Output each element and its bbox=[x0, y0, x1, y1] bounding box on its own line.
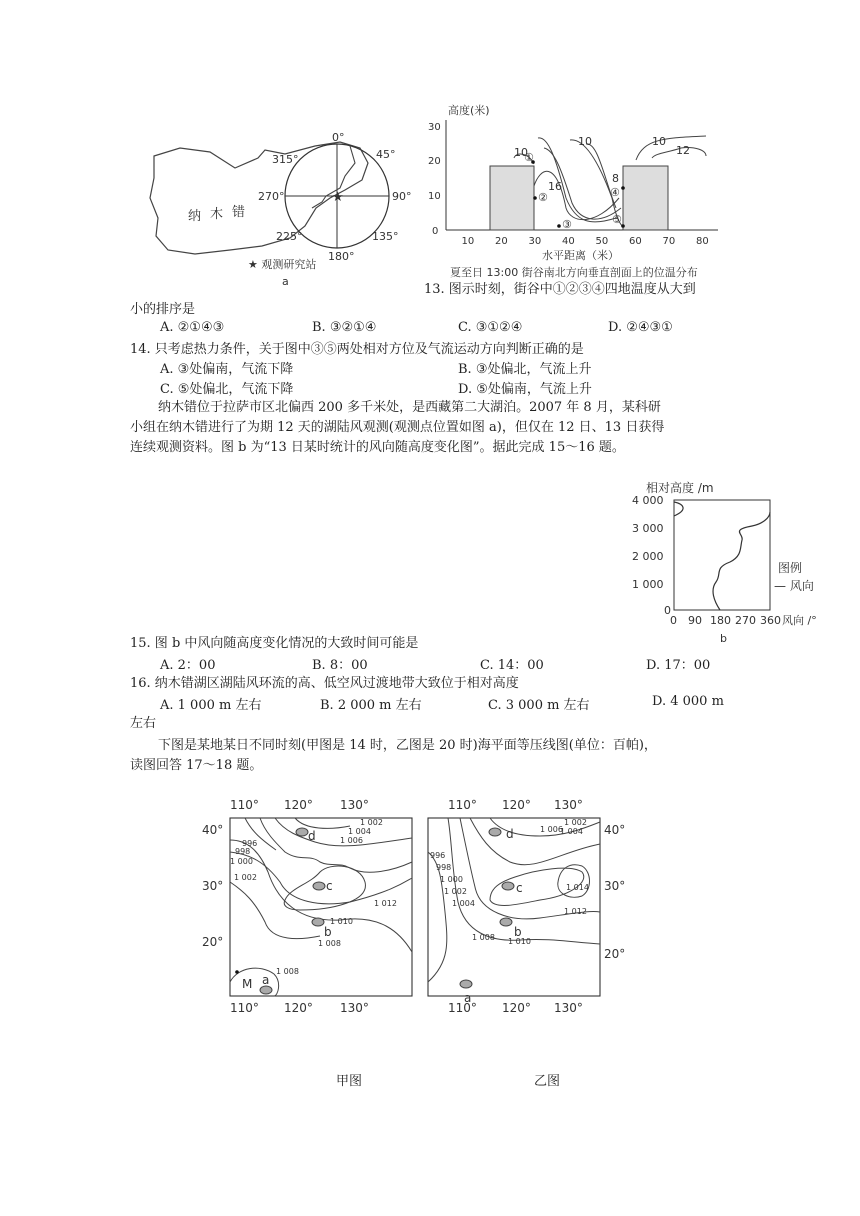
passage2-line1: 下图是某地某日不同时刻(甲图是 14 时，乙图是 20 时)海平面等压线图(单位：百帕)， bbox=[158, 738, 657, 753]
figb-xtick-180: 180 bbox=[710, 614, 731, 627]
map-yi bbox=[428, 798, 625, 1015]
jia-point-c: c bbox=[326, 879, 333, 893]
q13-option-c[interactable]: C. ③①②④ bbox=[458, 320, 523, 335]
q15-stem: 15. 图 b 中风向随高度变化情况的大致时间可能是 bbox=[130, 636, 419, 651]
q14-stem: 14. 只考虑热力条件，关于图中③⑤两处相对方位及气流运动方向判断正确的是 bbox=[130, 342, 584, 357]
yi-iso-1004: 1 004 bbox=[560, 827, 583, 836]
figure-a-legend: ★ 观测研究站 bbox=[248, 258, 317, 271]
map-jia-caption: 甲图 bbox=[336, 1074, 363, 1089]
jia-iso-1012: 1 012 bbox=[374, 899, 397, 908]
jia-lon-top-110: 110° bbox=[230, 798, 259, 812]
figb-legend-title: 图例 bbox=[778, 561, 803, 575]
section-ylabel: 高度(米) bbox=[448, 104, 490, 117]
section-caption: 夏至日 13:00 街谷南北方向垂直剖面上的位温分布 bbox=[450, 266, 698, 279]
jia-lat-30: 30° bbox=[202, 879, 224, 893]
q15-option-c[interactable]: C. 14：00 bbox=[480, 658, 544, 673]
ytick-0: 0 bbox=[432, 226, 439, 237]
iso-label-5: 16 bbox=[548, 180, 562, 193]
jia-lon-top-120: 120° bbox=[284, 798, 313, 812]
xtick-label: 60 bbox=[629, 236, 642, 247]
jia-iso-996: 996 bbox=[242, 839, 258, 848]
yi-lon-top-110: 110° bbox=[448, 798, 477, 812]
deg-45: 45° bbox=[376, 148, 396, 161]
q16-option-wrap: 左右 bbox=[130, 716, 157, 731]
jia-iso-1004: 1 004 bbox=[348, 827, 371, 836]
yi-point-d: d bbox=[506, 827, 514, 841]
yi-iso-1014: 1 014 bbox=[566, 883, 589, 892]
isobar-maps bbox=[190, 792, 640, 1032]
jia-iso-1010: 1 010 bbox=[330, 917, 353, 926]
building-left bbox=[490, 166, 534, 230]
figure-a-lake-map bbox=[140, 128, 430, 288]
figb-xtick-0: 0 bbox=[670, 614, 677, 627]
ytick-10: 10 bbox=[428, 191, 441, 202]
q15-option-d[interactable]: D. 17：00 bbox=[646, 658, 711, 673]
jia-point-d: d bbox=[308, 829, 316, 843]
xtick-label: 30 bbox=[528, 236, 542, 247]
passage1-line1: 纳木错位于拉萨市区北偏西 200 多千米处，是西藏第二大湖泊。2007 年 8 月，某科研 bbox=[158, 400, 661, 415]
ytick-30: 30 bbox=[428, 122, 441, 133]
xtick-label: 40 bbox=[562, 236, 575, 247]
deg-180: 180° bbox=[328, 250, 355, 263]
xtick-label: 70 bbox=[662, 236, 676, 247]
jia-lon-bot-130: 130° bbox=[340, 1001, 369, 1015]
wind-direction-curve bbox=[713, 512, 770, 610]
iso-label-2: 10 bbox=[578, 135, 592, 148]
deg-135: 135° bbox=[372, 230, 399, 243]
yi-iso-1012: 1 012 bbox=[564, 907, 587, 916]
lake-label-2: 木 bbox=[210, 207, 224, 222]
q14-option-b[interactable]: B. ③处偏北，气流上升 bbox=[458, 362, 592, 377]
jia-point-m: M bbox=[242, 977, 253, 991]
deg-225: 225° bbox=[276, 230, 303, 243]
q16-option-c[interactable]: C. 3 000 m 左右 bbox=[488, 698, 590, 713]
q14-option-c[interactable]: C. ⑤处偏北，气流下降 bbox=[160, 382, 294, 397]
figb-ytick-2000: 2 000 bbox=[632, 550, 664, 563]
ytick-20: 20 bbox=[428, 156, 441, 167]
point-1: ① bbox=[524, 151, 534, 164]
passage2-line2: 读图回答 17～18 题。 bbox=[130, 758, 263, 773]
yi-iso-1000: 1 000 bbox=[440, 875, 463, 884]
yi-iso-1006: 1 006 bbox=[540, 825, 563, 834]
yi-iso-1004b: 1 004 bbox=[452, 899, 475, 908]
jia-point-a: a bbox=[262, 973, 270, 987]
q16-option-d[interactable]: D. 4 000 m bbox=[652, 694, 724, 709]
yi-iso-996: 996 bbox=[430, 851, 446, 860]
yi-lat-20: 20° bbox=[604, 947, 626, 961]
yi-iso-998: 998 bbox=[436, 863, 452, 872]
figure-b-wind-profile bbox=[622, 476, 832, 646]
q13-stem-line2: 小的排序是 bbox=[130, 302, 196, 317]
xtick-label: 20 bbox=[495, 236, 508, 247]
jia-iso-1008b: 1 008 bbox=[276, 967, 299, 976]
deg-90: 90° bbox=[392, 190, 412, 203]
map-yi-caption: 乙图 bbox=[534, 1074, 561, 1089]
figb-legend-item: — 风向 bbox=[774, 579, 814, 593]
deg-270: 270° bbox=[258, 190, 285, 203]
figb-ylabel: 相对高度 /m bbox=[646, 481, 714, 495]
figb-xunit: 风向 /° bbox=[782, 614, 817, 627]
point-2: ② bbox=[538, 191, 548, 204]
iso-label-3: 10 bbox=[652, 135, 666, 148]
figb-ytick-1000: 1 000 bbox=[632, 578, 664, 591]
figb-ytick-4000: 4 000 bbox=[632, 494, 664, 507]
q13-option-a[interactable]: A. ②①④③ bbox=[160, 320, 225, 335]
section-xticks bbox=[462, 236, 709, 247]
figure-section-temperature bbox=[416, 98, 736, 280]
yi-iso-1010: 1 010 bbox=[508, 937, 531, 946]
yi-lat-30: 30° bbox=[604, 879, 626, 893]
jia-iso-1008: 1 008 bbox=[318, 939, 341, 948]
yi-point-c: c bbox=[516, 881, 523, 895]
yi-lon-bot-120: 120° bbox=[502, 1001, 531, 1015]
q14-option-d[interactable]: D. ⑤处偏南，气流上升 bbox=[458, 382, 592, 397]
yi-lat-40: 40° bbox=[604, 823, 626, 837]
map-jia bbox=[202, 798, 412, 1015]
q13-option-d[interactable]: D. ②④③① bbox=[608, 320, 673, 335]
passage1-line2: 小组在纳木错进行了为期 12 天的湖陆风观测(观测点位置如图 a)，但仅在 12 日、13 日获得 bbox=[130, 420, 665, 435]
q14-option-a[interactable]: A. ③处偏南，气流下降 bbox=[160, 362, 294, 377]
q16-option-a[interactable]: A. 1 000 m 左右 bbox=[160, 698, 262, 713]
iso-label-6: 8 bbox=[612, 172, 619, 185]
lake-label-3: 错 bbox=[232, 205, 246, 220]
yi-point-a: a bbox=[464, 991, 472, 1005]
q16-option-b[interactable]: B. 2 000 m 左右 bbox=[320, 698, 422, 713]
q13-stem-line1: 13. 图示时刻，街谷中①②③④四地温度从大到 bbox=[424, 282, 696, 297]
jia-iso-1006: 1 006 bbox=[340, 836, 363, 845]
passage1-line3: 连续观测资料。图 b 为“13 日某时统计的风向随高度变化图”。据此完成 15～16 题。 bbox=[130, 440, 625, 455]
jia-lon-bot-120: 120° bbox=[284, 1001, 313, 1015]
xtick-label: 80 bbox=[696, 236, 709, 247]
xtick-label: 10 bbox=[461, 236, 475, 247]
figb-ytick-3000: 3 000 bbox=[632, 522, 664, 535]
yi-lon-bot-110: 110° bbox=[448, 1001, 477, 1015]
iso-label-1: 10 bbox=[514, 146, 528, 159]
jia-lat-20: 20° bbox=[202, 935, 224, 949]
q15-option-b[interactable]: B. 8：00 bbox=[312, 658, 368, 673]
yi-iso-1008: 1 008 bbox=[472, 933, 495, 942]
jia-lon-top-130: 130° bbox=[340, 798, 369, 812]
yi-lon-top-120: 120° bbox=[502, 798, 531, 812]
deg-0: 0° bbox=[332, 131, 345, 144]
jia-lon-bot-110: 110° bbox=[230, 1001, 259, 1015]
figb-xtick-270: 270 bbox=[735, 614, 756, 627]
figb-xtick-90: 90 bbox=[688, 614, 702, 627]
section-xlabel: 水平距离（米） bbox=[542, 249, 619, 262]
deg-315: 315° bbox=[272, 153, 299, 166]
jia-iso-1000: 1 000 bbox=[230, 857, 253, 866]
figure-a-caption: a bbox=[282, 275, 289, 288]
xtick-label: 50 bbox=[595, 236, 609, 247]
yi-point-b: b bbox=[514, 925, 522, 939]
iso-label-4: 12 bbox=[676, 144, 690, 157]
q15-option-a[interactable]: A. 2：00 bbox=[160, 658, 216, 673]
jia-lat-40: 40° bbox=[202, 823, 224, 837]
q16-stem: 16. 纳木错湖区湖陆风环流的高、低空风过渡地带大致位于相对高度 bbox=[130, 676, 519, 691]
jia-iso-1002b: 1 002 bbox=[234, 873, 257, 882]
building-right bbox=[623, 166, 668, 230]
jia-point-b: b bbox=[324, 925, 332, 939]
figb-caption: b bbox=[720, 632, 727, 645]
point-3: ③ bbox=[562, 218, 572, 231]
yi-iso-1002b: 1 002 bbox=[444, 887, 467, 896]
yi-lon-top-130: 130° bbox=[554, 798, 583, 812]
q13-option-b[interactable]: B. ③②①④ bbox=[312, 320, 377, 335]
jia-iso-998: 998 bbox=[235, 847, 251, 856]
station-star-icon: ★ bbox=[332, 190, 344, 205]
lake-label-1: 纳 bbox=[188, 209, 202, 224]
point-4: ④ bbox=[610, 186, 620, 199]
point-5: ⑤ bbox=[612, 213, 622, 226]
yi-lon-bot-130: 130° bbox=[554, 1001, 583, 1015]
yi-iso-1002: 1 002 bbox=[564, 818, 587, 827]
jia-iso-1002: 1 002 bbox=[360, 818, 383, 827]
figb-xtick-360: 360 bbox=[760, 614, 781, 627]
figb-ytick-0: 0 bbox=[664, 604, 671, 617]
